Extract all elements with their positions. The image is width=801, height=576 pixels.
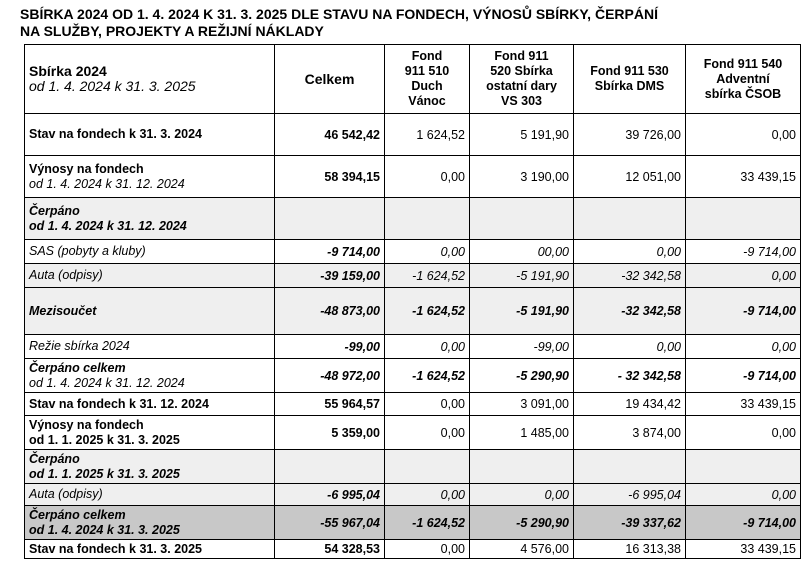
- row-label: Auta (odpisy): [25, 264, 275, 288]
- cell-fund-510: -1 624,52: [385, 288, 470, 335]
- row-label: Čerpáno od 1. 4. 2024 k 31. 12. 2024: [25, 198, 275, 240]
- cell-fund-510: 0,00: [385, 240, 470, 264]
- cell-fund-510: 0,00: [385, 540, 470, 559]
- cell-fund-520: 5 191,90: [470, 114, 574, 156]
- cell-total: -55 967,04: [275, 506, 385, 540]
- cell-fund-540: 0,00: [686, 114, 801, 156]
- report-title: [20, 6, 780, 40]
- table-row: [25, 198, 801, 240]
- table-row: [25, 335, 801, 359]
- cell-fund-510: 0,00: [385, 484, 470, 506]
- cell-fund-520: -5 290,90: [470, 506, 574, 540]
- cell-fund-540: 0,00: [686, 416, 801, 450]
- cell-fund-520: 00,00: [470, 240, 574, 264]
- cell-total: -9 714,00: [275, 240, 385, 264]
- cell-fund-520: 3 091,00: [470, 393, 574, 416]
- cell-fund-540: -9 714,00: [686, 506, 801, 540]
- row-label: Mezisoučet: [25, 288, 275, 335]
- cell-fund-530: 3 874,00: [574, 416, 686, 450]
- cell-fund-530: 0,00: [574, 335, 686, 359]
- cell-fund-540: [686, 450, 801, 484]
- cell-fund-540: 33 439,15: [686, 156, 801, 198]
- table-row: [25, 288, 801, 335]
- cell-fund-530: - 32 342,58: [574, 359, 686, 393]
- row-label: Čerpáno od 1. 1. 2025 k 31. 3. 2025: [25, 450, 275, 484]
- table-row: [25, 416, 801, 450]
- table-row: [25, 540, 801, 559]
- cell-total: [275, 198, 385, 240]
- row-label: Výnosy na fondech od 1. 1. 2025 k 31. 3. 2025: [25, 416, 275, 450]
- cell-fund-530: 16 313,38: [574, 540, 686, 559]
- cell-fund-540: -9 714,00: [686, 288, 801, 335]
- row-label: Auta (odpisy): [25, 484, 275, 506]
- table-row: [25, 393, 801, 416]
- cell-fund-520: -5 191,90: [470, 288, 574, 335]
- cell-fund-530: -32 342,58: [574, 264, 686, 288]
- cell-fund-510: 0,00: [385, 416, 470, 450]
- cell-fund-530: 0,00: [574, 240, 686, 264]
- cell-fund-520: 0,00: [470, 484, 574, 506]
- cell-fund-540: 0,00: [686, 264, 801, 288]
- cell-fund-540: 0,00: [686, 335, 801, 359]
- header-total: Celkem: [275, 45, 385, 114]
- cell-fund-530: 12 051,00: [574, 156, 686, 198]
- cell-fund-520: -5 191,90: [470, 264, 574, 288]
- cell-total: 46 542,42: [275, 114, 385, 156]
- cell-fund-510: 1 624,52: [385, 114, 470, 156]
- cell-fund-540: -9 714,00: [686, 359, 801, 393]
- cell-total: -39 159,00: [275, 264, 385, 288]
- cell-total: -48 972,00: [275, 359, 385, 393]
- cell-fund-540: 0,00: [686, 484, 801, 506]
- cell-fund-510: 0,00: [385, 335, 470, 359]
- cell-fund-520: -5 290,90: [470, 359, 574, 393]
- row-label: Výnosy na fondech od 1. 4. 2024 k 31. 12. 2024: [25, 156, 275, 198]
- table-row: [25, 359, 801, 393]
- cell-fund-540: [686, 198, 801, 240]
- cell-fund-530: -6 995,04: [574, 484, 686, 506]
- table-row: [25, 450, 801, 484]
- cell-fund-520: 4 576,00: [470, 540, 574, 559]
- header-period-title: Sbírka 2024: [29, 63, 107, 79]
- cell-total: 55 964,57: [275, 393, 385, 416]
- cell-fund-530: [574, 450, 686, 484]
- row-label: Čerpáno celkem od 1. 4. 2024 k 31. 3. 2025: [25, 506, 275, 540]
- cell-fund-510: [385, 450, 470, 484]
- cell-total: [275, 450, 385, 484]
- cell-total: 5 359,00: [275, 416, 385, 450]
- cell-fund-540: 33 439,15: [686, 540, 801, 559]
- header-fund-530: Fond 911 530 Sbírka DMS: [574, 45, 686, 114]
- cell-fund-520: 1 485,00: [470, 416, 574, 450]
- cell-fund-510: 0,00: [385, 156, 470, 198]
- table-row: [25, 114, 801, 156]
- cell-fund-540: -9 714,00: [686, 240, 801, 264]
- cell-fund-530: 19 434,42: [574, 393, 686, 416]
- table-header-row: [25, 45, 801, 114]
- row-label: Stav na fondech k 31. 12. 2024: [25, 393, 275, 416]
- cell-fund-520: [470, 198, 574, 240]
- row-label: Stav na fondech k 31. 3. 2025: [25, 540, 275, 559]
- header-fund-520: Fond 911 520 Sbírka ostatní dary VS 303: [470, 45, 574, 114]
- cell-fund-510: -1 624,52: [385, 264, 470, 288]
- cell-total: -6 995,04: [275, 484, 385, 506]
- cell-fund-540: 33 439,15: [686, 393, 801, 416]
- cell-total: 58 394,15: [275, 156, 385, 198]
- cell-fund-530: -32 342,58: [574, 288, 686, 335]
- report-title-line2: NA SLUŽBY, PROJEKTY A REŽIJNÍ NÁKLADY: [20, 23, 324, 39]
- header-fund-510: Fond 911 510 Duch Vánoc: [385, 45, 470, 114]
- cell-fund-520: -99,00: [470, 335, 574, 359]
- cell-fund-510: [385, 198, 470, 240]
- cell-total: -48 873,00: [275, 288, 385, 335]
- cell-fund-510: 0,00: [385, 393, 470, 416]
- header-period-range: od 1. 4. 2024 k 31. 3. 2025: [29, 78, 196, 94]
- cell-total: -99,00: [275, 335, 385, 359]
- cell-fund-520: [470, 450, 574, 484]
- cell-fund-510: -1 624,52: [385, 506, 470, 540]
- cell-fund-530: 39 726,00: [574, 114, 686, 156]
- header-period: [25, 45, 275, 114]
- table-row: [25, 240, 801, 264]
- header-fund-540: Fond 911 540 Adventní sbírka ČSOB: [686, 45, 801, 114]
- row-label: SAS (pobyty a kluby): [25, 240, 275, 264]
- fund-table: [24, 44, 801, 559]
- row-label: Režie sbírka 2024: [25, 335, 275, 359]
- cell-total: 54 328,53: [275, 540, 385, 559]
- table-row: [25, 484, 801, 506]
- cell-fund-510: -1 624,52: [385, 359, 470, 393]
- cell-fund-520: 3 190,00: [470, 156, 574, 198]
- cell-fund-530: -39 337,62: [574, 506, 686, 540]
- report-title-line1: SBÍRKA 2024 OD 1. 4. 2024 K 31. 3. 2025 DLE STAVU NA FONDECH, VÝNOSŮ SBÍRKY, ČERPÁNÍ: [20, 6, 658, 22]
- cell-fund-530: [574, 198, 686, 240]
- table-row: [25, 264, 801, 288]
- table-row: [25, 156, 801, 198]
- row-label: Stav na fondech k 31. 3. 2024: [25, 114, 275, 156]
- row-label: Čerpáno celkem od 1. 4. 2024 k 31. 12. 2024: [25, 359, 275, 393]
- table-row: [25, 506, 801, 540]
